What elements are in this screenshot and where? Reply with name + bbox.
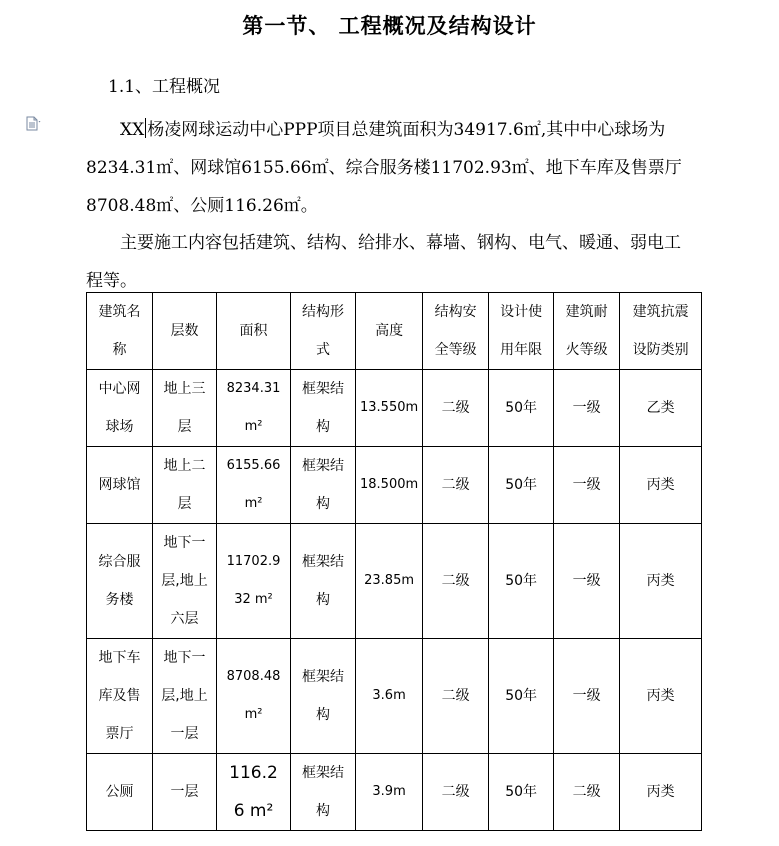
cell-line: 网球馆	[98, 477, 141, 493]
table-cell	[356, 447, 423, 524]
cell-line: 构	[316, 707, 330, 723]
cell-line: 8234.31	[226, 381, 281, 396]
table-cell	[291, 754, 356, 831]
cell-line: m²	[244, 496, 263, 511]
cell-line: 二级	[441, 784, 470, 800]
cell-line: 结构安	[434, 304, 477, 320]
cell-line: 称	[112, 342, 127, 358]
cell-line: 地上二	[163, 458, 206, 474]
cell-line: 丙类	[646, 573, 675, 589]
cell-line: 50年	[505, 784, 538, 800]
section-heading: 1.1、工程概况	[108, 77, 221, 97]
cell-line: 高度	[375, 323, 404, 339]
project-overview-paragraph	[86, 111, 686, 225]
cell-line: 一级	[572, 400, 601, 416]
table-header-cell	[356, 293, 423, 370]
cell-line: 构	[316, 803, 330, 819]
table-cell	[217, 447, 291, 524]
construction-scope-paragraph	[86, 224, 686, 300]
cell-line: 构	[316, 592, 330, 608]
cell-line: 层,地上	[161, 573, 208, 589]
table-cell	[217, 754, 291, 831]
cell-line: 综合服	[98, 554, 141, 570]
cell-line: 框架结	[302, 458, 344, 474]
table-header-cell	[217, 293, 291, 370]
cell-line: 50年	[505, 400, 538, 416]
cell-line: 8708.48	[226, 669, 281, 684]
table-cell	[217, 370, 291, 447]
table-header-cell	[620, 293, 702, 370]
cell-line: 116.2	[229, 763, 278, 783]
paragraph-prefix: XX	[120, 120, 145, 140]
cell-line: 一层	[170, 726, 199, 742]
cell-line: 50年	[505, 688, 538, 704]
table-cell	[87, 524, 153, 639]
cell-line: 层,地上	[161, 688, 208, 704]
cell-line: 二级	[441, 688, 470, 704]
table-cell	[554, 370, 620, 447]
cell-line: 一层	[170, 784, 199, 800]
cell-line: 地下一	[163, 650, 206, 666]
cell-line: 6 m²	[233, 801, 274, 821]
table-cell	[356, 524, 423, 639]
table-cell	[620, 754, 702, 831]
cell-line: 六层	[170, 611, 199, 627]
document-icon[interactable]	[25, 116, 41, 132]
table-cell	[153, 447, 217, 524]
cell-line: 丙类	[646, 784, 675, 800]
cell-line: 式	[316, 342, 330, 358]
table-cell	[87, 447, 153, 524]
table-row	[87, 447, 702, 524]
table-cell	[554, 754, 620, 831]
cell-line: 一级	[572, 573, 601, 589]
cell-line: 二级	[441, 573, 470, 589]
table-cell	[356, 754, 423, 831]
table-cell	[554, 639, 620, 754]
cell-line: 50年	[505, 477, 538, 493]
table-row	[87, 754, 702, 831]
table-cell	[554, 524, 620, 639]
cell-line: 框架结	[302, 669, 344, 685]
table-cell	[87, 639, 153, 754]
table-cell	[489, 524, 554, 639]
table-header-cell	[87, 293, 153, 370]
cell-line: 11702.9	[226, 554, 281, 569]
cell-line: 建筑名	[98, 304, 141, 320]
cell-line: 建筑抗震	[632, 304, 689, 320]
cell-line: 框架结	[302, 765, 344, 781]
table-cell	[489, 370, 554, 447]
cell-line: 结构形	[302, 304, 344, 320]
table-cell	[291, 524, 356, 639]
cell-line: 火等级	[565, 342, 608, 358]
table-header-row	[87, 293, 702, 370]
cell-line: 框架结	[302, 554, 344, 570]
building-info-table	[86, 292, 702, 831]
table-header-cell	[153, 293, 217, 370]
table-cell	[217, 524, 291, 639]
scope-text: 主要施工内容包括建筑、结构、给排水、幕墙、钢构、电气、暖通、弱电工程等。	[86, 233, 681, 291]
cell-line: 地下车	[98, 650, 141, 666]
cell-line: 18.500m	[360, 477, 419, 492]
cell-line: 球场	[105, 419, 134, 435]
table-cell	[153, 524, 217, 639]
cell-line: 用年限	[500, 342, 543, 358]
cell-line: 库及售	[98, 688, 141, 704]
table-cell	[217, 639, 291, 754]
table-cell	[423, 370, 489, 447]
table-cell	[356, 639, 423, 754]
table-row	[87, 639, 702, 754]
cell-line: 32 m²	[234, 592, 273, 607]
cell-line: 3.6m	[372, 688, 406, 703]
table-cell	[153, 754, 217, 831]
cell-line: 丙类	[646, 477, 675, 493]
paragraph-text: 杨凌网球运动中心PPP项目总建筑面积为34917.6㎡,其中中心球场为8234.31㎡、网球馆6155.66㎡、综合服务楼11702.93㎡、地下车库及售票厅8708.48㎡、公厕116.26㎡。	[86, 120, 682, 216]
table-cell	[423, 639, 489, 754]
cell-line: m²	[244, 419, 263, 434]
table-cell	[489, 447, 554, 524]
cell-line: 框架结	[302, 381, 344, 397]
table-cell	[489, 754, 554, 831]
table-cell	[291, 639, 356, 754]
table-cell	[620, 639, 702, 754]
cell-line: 层数	[170, 323, 199, 339]
table-cell	[620, 370, 702, 447]
cell-line: 全等级	[434, 342, 477, 358]
table-cell	[423, 447, 489, 524]
table-header-cell	[423, 293, 489, 370]
table-cell	[291, 370, 356, 447]
table-header-cell	[554, 293, 620, 370]
table-cell	[87, 754, 153, 831]
cell-line: 构	[316, 419, 330, 435]
table-header-cell	[489, 293, 554, 370]
cell-line: 建筑耐	[565, 304, 608, 320]
cell-line: 二级	[441, 400, 470, 416]
cell-line: 层	[177, 419, 192, 435]
table-row	[87, 524, 702, 639]
table-cell	[423, 754, 489, 831]
table-cell	[489, 639, 554, 754]
cell-line: 公厕	[105, 784, 134, 800]
cell-line: 乙类	[646, 400, 675, 416]
table-cell	[554, 447, 620, 524]
table-cell	[356, 370, 423, 447]
table-cell	[291, 447, 356, 524]
cell-line: 13.550m	[360, 400, 419, 415]
cell-line: 二级	[572, 784, 601, 800]
cell-line: 务楼	[105, 592, 134, 608]
table-row	[87, 370, 702, 447]
table-header-cell	[291, 293, 356, 370]
cell-line: 层	[177, 496, 192, 512]
cell-line: 中心网	[98, 381, 141, 397]
cell-line: 地下一	[163, 535, 206, 551]
cell-line: 地上三	[163, 381, 206, 397]
cell-line: 二级	[441, 477, 470, 493]
cell-line: m²	[244, 707, 263, 722]
table-cell	[423, 524, 489, 639]
table-cell	[87, 370, 153, 447]
page-title: 第一节、 工程概况及结构设计	[242, 13, 537, 38]
cell-line: 23.85m	[364, 573, 415, 588]
cell-line: 设计使	[500, 304, 543, 320]
table-cell	[620, 524, 702, 639]
cell-line: 6155.66	[226, 458, 281, 473]
cell-line: 票厅	[105, 726, 134, 742]
cell-line: 设防类别	[632, 342, 689, 358]
cell-line: 一级	[572, 477, 601, 493]
cell-line: 3.9m	[372, 784, 406, 799]
table-cell	[620, 447, 702, 524]
cell-line: 50年	[505, 573, 538, 589]
cell-line: 面积	[239, 323, 268, 339]
cell-line: 丙类	[646, 688, 675, 704]
cell-line: 一级	[572, 688, 601, 704]
table-cell	[153, 370, 217, 447]
table-cell	[153, 639, 217, 754]
cell-line: 构	[316, 496, 330, 512]
